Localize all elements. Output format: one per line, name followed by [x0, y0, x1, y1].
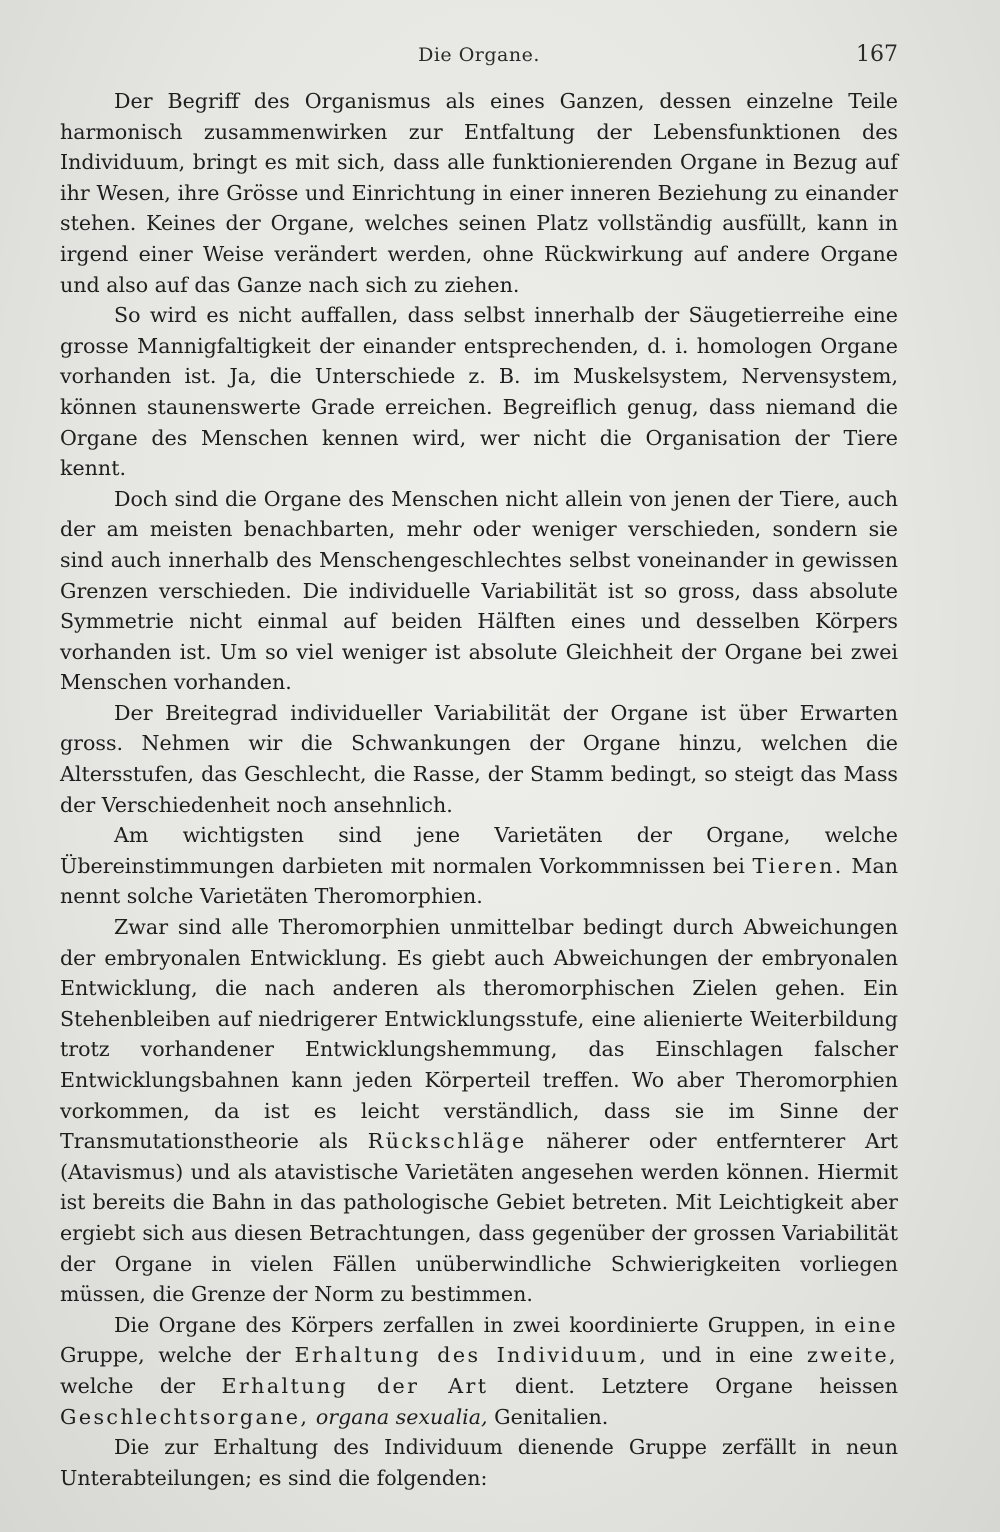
paragraph-7-text: welche der [60, 1373, 222, 1398]
spaced-emphasis: Erhaltung des Individuum, [294, 1343, 649, 1368]
paragraph-7-text: und in eine [648, 1343, 807, 1368]
body-text [60, 86, 898, 1493]
running-title: Die Organe. [418, 44, 540, 66]
paragraph-6-text: Zwar sind alle Theromorphien unmittelbar bedingt durch Abweichungen der embryonalen Entwicklung. Es giebt auch Abweichungen der embryonalen Entwicklung, die nach anderen als theromorphischen Zielen gehen. Ein Stehenbleiben auf niedrigerer Entwicklungsstufe, eine alienierte Weiterbildung trotz vorhandener Entwicklungshemmung, das Einschlagen falscher Entwicklungsbahnen kann jeden Körperteil treffen. Wo aber Theromorphien vorkommen, da ist es leicht verständlich, dass sie im Sinne der Transmutationstheorie als [60, 915, 898, 1154]
paragraph-7-text: Die Organe des Körpers zerfallen in zwei koordinierte Gruppen, in [114, 1312, 845, 1337]
paragraph-7-text: dient. Letztere Organe heissen [488, 1373, 898, 1398]
paragraph-8: Die zur Erhaltung des Individuum dienende Gruppe zerfällt in neun Unterabteilungen; es sind die folgenden: [60, 1435, 898, 1490]
paragraph-6 [60, 912, 898, 1310]
paragraph-7 [60, 1310, 898, 1432]
paragraph-4: Der Breitegrad individueller Variabilität der Organe ist über Erwarten gross. Nehmen wir die Schwankungen der Organe hinzu, welchen die Altersstufen, das Geschlecht, die Rasse, der Stamm bedingt, so steigt das Mass der Verschiedenheit noch ansehnlich. [60, 700, 898, 817]
running-head [60, 40, 898, 76]
page-number: 167 [856, 42, 898, 67]
spaced-emphasis: Geschlechtsorgane, [60, 1404, 310, 1429]
spaced-emphasis: eine [844, 1312, 898, 1337]
spaced-emphasis: zweite, [806, 1343, 898, 1368]
spaced-emphasis: Tieren. [752, 853, 844, 878]
spaced-emphasis: Erhaltung der Art [221, 1373, 489, 1398]
paragraph-7-text: Gruppe, welche der [60, 1343, 295, 1368]
paragraph-3: Doch sind die Organe des Menschen nicht allein von jenen der Tiere, auch der am meisten benachbarten, mehr oder weniger verschieden, sondern sie sind auch innerhalb des Menschengeschlechtes selbst voneinander in gewissen Grenzen verschieden. Die individuelle Variabilität ist so gross, dass absolute Symmetrie nicht einmal auf beiden Hälften eines und desselben Körpers vorhanden ist. Um so viel weniger ist absolute Gleichheit der Organe bei zwei Menschen vorhanden. [60, 486, 898, 695]
paragraph-7-text: Genitalien. [487, 1404, 609, 1429]
paragraph-5-text: Man nennt solche Varietäten Theromorphien. [60, 853, 898, 909]
paragraph-5-text: Am wichtigsten sind jene Varietäten der Organe, welche Übereinstimmungen darbieten mit normalen Vorkommnissen bei [60, 823, 898, 878]
spaced-emphasis: Rückschläge [367, 1129, 527, 1154]
paragraph-5 [60, 820, 898, 912]
paragraph-1: Der Begriff des Organismus als eines Ganzen, dessen einzelne Teile harmonisch zusammenwirken zur Entfaltung der Lebensfunktionen des Individuum, bringt es mit sich, dass alle funktionierenden Organe in Bezug auf ihr Wesen, ihre Grösse und Einrichtung in einer inneren Beziehung zu einander stehen. Keines der Organe, welches seinen Platz vollständig ausfüllt, kann in irgend einer Weise verändert werden, ohne Rückwirkung auf andere Organe und also auf das Ganze nach sich zu ziehen. [60, 89, 898, 297]
paragraph-6-text: näherer oder entfernterer Art (Atavismus) und als atavistische Varietäten angesehen werden können. Hiermit ist bereits die Bahn in das pathologische Gebiet betreten. Mit Leichtigkeit aber ergiebt sich aus diesen Betrachtungen, dass gegenüber der grossen Variabilität der Organe in vielen Fällen unüberwindliche Schwierigkeiten vorliegen müssen, die Grenze der Norm zu bestimmen. [60, 1129, 898, 1307]
paragraph-2: So wird es nicht auffallen, dass selbst innerhalb der Säugetierreihe eine grosse Mannigfaltigkeit der einander entsprechenden, d. i. homologen Organe vorhanden ist. Ja, die Unterschiede z. B. im Muskelsystem, Nervensystem, können staunenswerte Grade erreichen. Begreiflich genug, dass niemand die Organe des Menschen kennen wird, wer nicht die Organisation der Tiere kennt. [60, 303, 898, 481]
italic-term: organa sexualia, [315, 1404, 488, 1429]
